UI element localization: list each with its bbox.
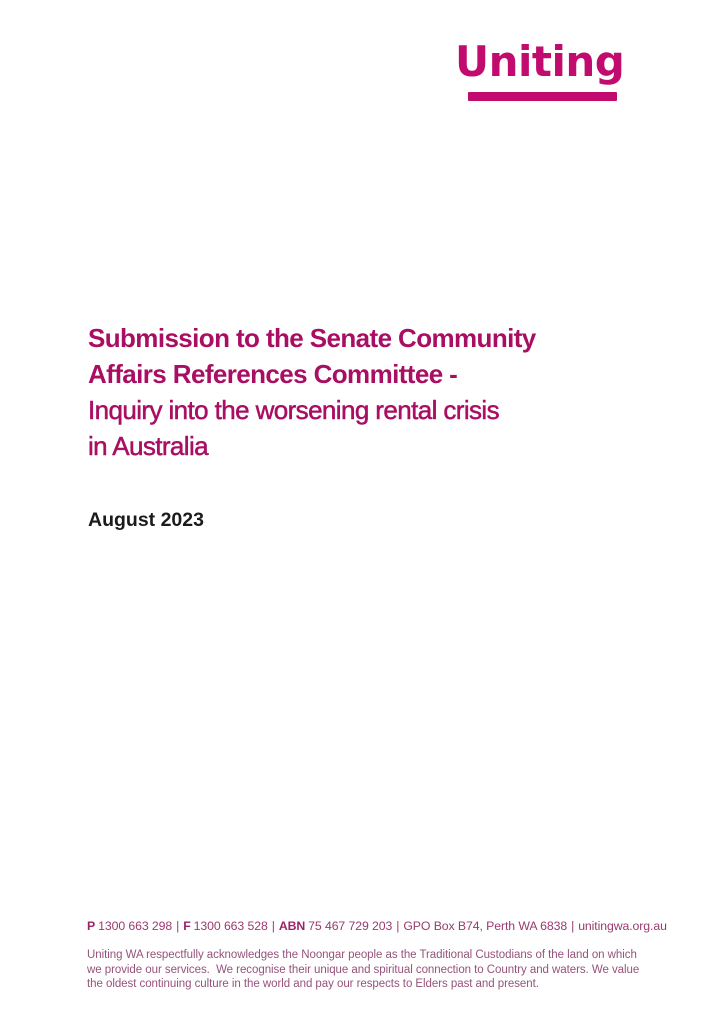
title-line-1: Submission to the Senate Community bbox=[88, 323, 536, 353]
uniting-logo bbox=[455, 37, 655, 106]
postal-address: GPO Box B74, Perth WA 6838 bbox=[403, 919, 568, 933]
document-date: August 2023 bbox=[88, 509, 204, 531]
website-url: unitingwa.org.au bbox=[578, 919, 667, 933]
title-line-4: in Australia bbox=[88, 431, 208, 461]
acknowledgement-line-3: the oldest continuing culture in the world and pay our respects to Elders past and present. bbox=[87, 978, 539, 991]
fax-label: F bbox=[183, 919, 191, 933]
uniting-logo-underline bbox=[468, 92, 617, 101]
abn-number: 75 467 729 203 bbox=[308, 919, 393, 933]
separator: | bbox=[271, 919, 275, 933]
acknowledgement-line-2: we provide our services. We recognise their unique and spiritual connection to Country and waters. We value bbox=[87, 963, 640, 976]
separator: | bbox=[176, 919, 180, 933]
title-line-2: Affairs References Committee - bbox=[88, 359, 458, 389]
acknowledgement-text bbox=[87, 948, 639, 992]
separator: | bbox=[571, 919, 575, 933]
separator: | bbox=[396, 919, 400, 933]
fax-number: 1300 663 528 bbox=[193, 919, 268, 933]
title-line-3: Inquiry into the worsening rental crisis bbox=[88, 395, 499, 425]
abn-label: ABN bbox=[278, 919, 306, 933]
phone-label: P bbox=[87, 919, 96, 933]
uniting-logo-wordmark: Uniting bbox=[455, 37, 625, 86]
acknowledgement-line-1: Uniting WA respectfully acknowledges the Noongar people as the Traditional Custodians of the land on which bbox=[87, 949, 637, 961]
phone-number: 1300 663 298 bbox=[98, 919, 173, 933]
footer-contact-line bbox=[87, 919, 667, 934]
document-title bbox=[88, 320, 648, 464]
